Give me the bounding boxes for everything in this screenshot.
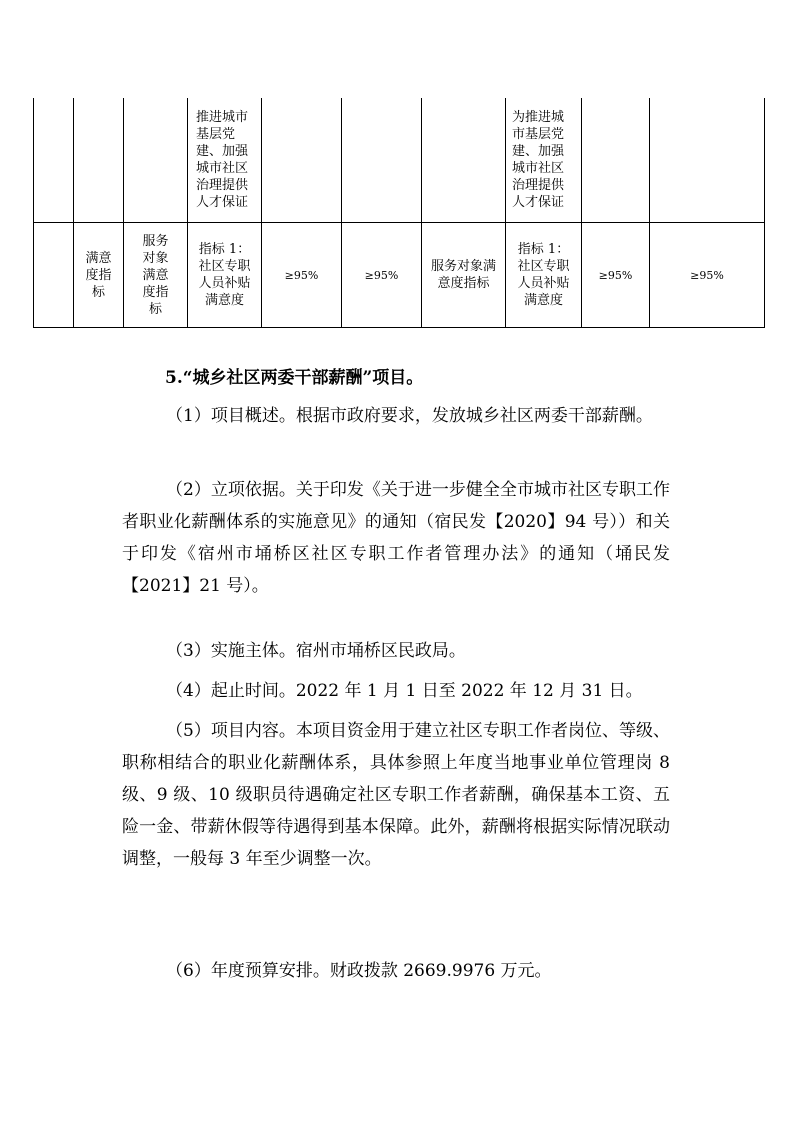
table-cell xyxy=(124,98,188,223)
cell-text: 指标 1：社区专职人员补贴满意度 xyxy=(517,242,570,308)
table-cell xyxy=(34,98,74,223)
table-cell xyxy=(582,223,650,328)
paragraph-period: （4）起止时间。2022 年 1 月 1 日至 2022 年 12 月 31 日。 xyxy=(166,681,643,701)
table-cell xyxy=(74,98,124,223)
table-row xyxy=(34,223,765,328)
paragraph-basis: （2）立项依据。关于印发《关于进一步健全全市城市社区专职工作者职业化薪酬体系的实施意见》的通知（宿民发【2020】94 号））和关于印发《宿州市埇桥区社区专职工作者管理办法》的通知（埇民发【2021】21 号）。 xyxy=(122,480,670,596)
table-cell xyxy=(506,223,582,328)
table-cell xyxy=(582,98,650,223)
section-heading: 5.“城乡社区两委干部薪酬”项目。 xyxy=(165,368,424,388)
cell-text: ≥95% xyxy=(364,268,399,282)
cell-text: 推进城市基层党建、加强城市社区治理提供人才保证 xyxy=(196,110,249,210)
cell-text: 服务对象满意度指标 xyxy=(142,233,169,317)
table-cell xyxy=(34,223,74,328)
table-cell xyxy=(262,98,342,223)
table-cell xyxy=(342,98,422,223)
cell-text: 服务对象满意度指标 xyxy=(430,259,496,291)
cell-text: ≥95% xyxy=(284,268,319,282)
table-cell xyxy=(188,223,262,328)
table-cell xyxy=(342,223,422,328)
paragraph-overview: （1）项目概述。根据市政府要求，发放城乡社区两委干部薪酬。 xyxy=(166,406,653,426)
cell-text: 满意度指标 xyxy=(85,250,112,300)
table-cell xyxy=(506,98,582,223)
table-cell xyxy=(124,223,188,328)
paragraph-implementer: （3）实施主体。宿州市埇桥区民政局。 xyxy=(166,641,466,661)
paragraph-content: （5）项目内容。本项目资金用于建立社区专职工作者岗位、等级、职称相结合的职业化薪酬体系，具体参照上年度当地事业单位管理岗 8 级、9 级、10 级职员待遇确定社区专职工作者薪酬，确保基本工资、五险一金、带薪休假等待遇得到基本保障。此外，薪酬将根据实际情况联动调整，一般每 3 年至少调整一次。 xyxy=(122,721,670,869)
performance-table xyxy=(33,98,765,328)
table-cell xyxy=(188,98,262,223)
table-row xyxy=(34,98,765,223)
table-cell xyxy=(422,98,506,223)
table-cell xyxy=(422,223,506,328)
cell-text: 为推进城市基层党建、加强城市社区治理提供人才保证 xyxy=(512,110,565,210)
cell-text: ≥95% xyxy=(690,268,724,282)
paragraph-budget: （6）年度预算安排。财政拨款 2669.9976 万元。 xyxy=(166,961,552,981)
cell-text: 指标 1：社区专职人员补贴满意度 xyxy=(198,242,251,308)
table-cell xyxy=(650,223,765,328)
table-cell xyxy=(650,98,765,223)
table-cell xyxy=(262,223,342,328)
table-cell xyxy=(74,223,124,328)
cell-text: ≥95% xyxy=(598,268,633,282)
